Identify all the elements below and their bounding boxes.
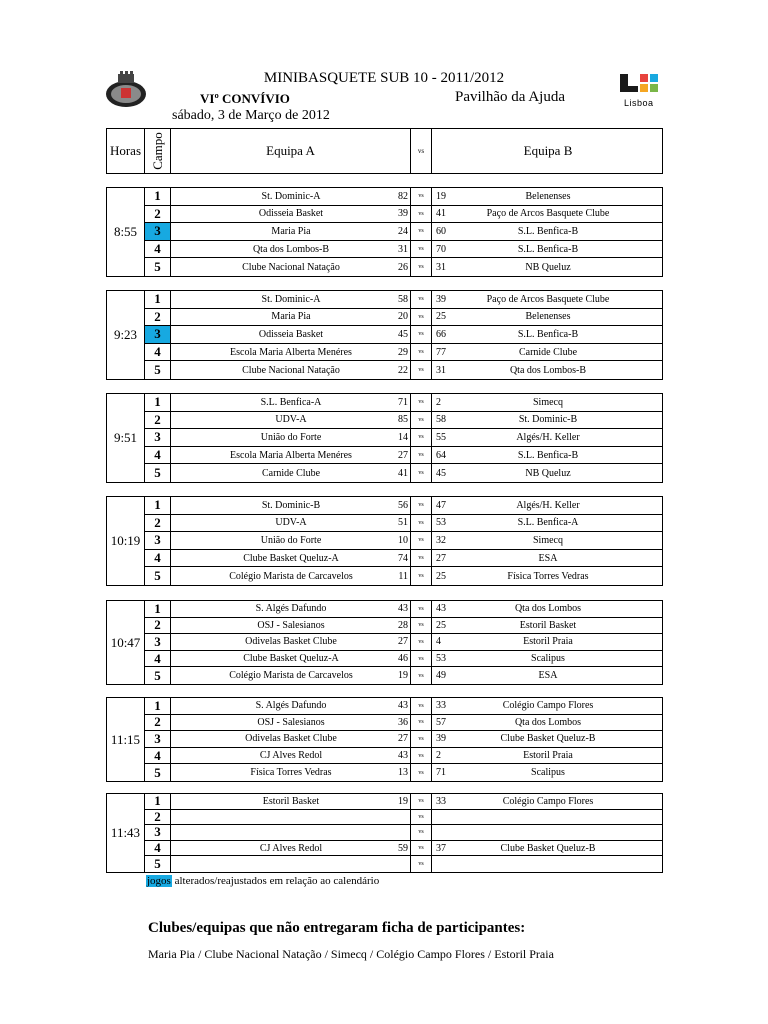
court-number: 5 [145, 361, 171, 379]
score-a: 11 [385, 567, 411, 585]
team-a: Carnide Clube [261, 467, 321, 479]
missing-clubs-list: Maria Pia / Clube Nacional Natação / Simecq / Colégio Campo Flores / Estoril Praia [148, 947, 554, 961]
vs-label: vs [411, 748, 432, 764]
vs-label: vs [411, 206, 432, 223]
team-a: St. Dominic-B [261, 499, 321, 511]
court-number: 3 [145, 326, 171, 343]
score-a [385, 810, 411, 825]
score-a: 14 [385, 429, 411, 446]
game-row [145, 464, 662, 482]
score-a: 85 [385, 412, 411, 429]
court-number: 3 [145, 731, 171, 747]
score-a: 19 [385, 667, 411, 684]
game-row [145, 206, 662, 224]
legend-note [146, 875, 379, 887]
vs-label: vs [411, 634, 432, 650]
score-a: 28 [385, 618, 411, 634]
vs-label: vs [411, 667, 432, 684]
game-row [145, 412, 662, 430]
score-b: 32 [436, 534, 446, 546]
score-a: 27 [385, 634, 411, 650]
game-row [145, 223, 662, 241]
court-number: 5 [145, 764, 171, 781]
team-a: Colégio Marista de Carcavelos [229, 570, 353, 582]
block-time: 9:23 [107, 291, 145, 379]
team-b: NB Queluz [525, 261, 571, 273]
team-a: UDV-A [275, 414, 307, 426]
vs-label: vs [411, 651, 432, 667]
team-a: UDV-A [275, 517, 307, 529]
game-row [145, 634, 662, 651]
court-number: 1 [145, 188, 171, 205]
vs-label: vs [411, 550, 432, 567]
team-b: Algés/H. Keller [516, 431, 580, 443]
block-time: 8:55 [107, 188, 145, 276]
vs-label: vs [411, 601, 432, 617]
score-a: 74 [385, 550, 411, 567]
team-a [171, 825, 411, 840]
vs-label: vs [411, 497, 432, 514]
vs-label: vs [411, 188, 432, 205]
vs-label: vs [411, 698, 432, 714]
score-a: 13 [385, 764, 411, 781]
score-b: 49 [436, 670, 446, 682]
team-b: St. Dominic-B [518, 414, 578, 426]
team-a: Clube Nacional Natação [242, 364, 340, 376]
game-row [145, 794, 662, 810]
page-title: MINIBASQUETE SUB 10 - 2011/2012 [263, 70, 505, 86]
score-a: 82 [385, 188, 411, 205]
score-a: 27 [385, 731, 411, 747]
missing-clubs-title: Clubes/equipas que não entregaram ficha de participantes: [148, 920, 526, 936]
team-b: Qta dos Lombos-B [509, 364, 587, 376]
score-b: 53 [436, 517, 446, 529]
team-b: S.L. Benfica-B [517, 243, 579, 255]
team-a: S.L. Benfica-A [260, 396, 322, 408]
vs-label: vs [411, 515, 432, 532]
vs-label: vs [411, 810, 432, 825]
court-number: 4 [145, 651, 171, 667]
team-a: Odisseia Basket [258, 208, 324, 220]
game-row [145, 601, 662, 618]
score-a: 24 [385, 223, 411, 240]
time-block [106, 793, 663, 873]
team-a: Clube Basket Queluz-A [243, 552, 339, 564]
team-a: Clube Nacional Natação [242, 261, 340, 273]
team-a [171, 856, 411, 872]
event-date: sábado, 3 de Março de 2012 [172, 108, 330, 123]
vs-label: vs [411, 344, 432, 361]
block-time: 9:51 [107, 394, 145, 482]
score-b: 77 [436, 346, 446, 358]
court-number: 1 [145, 291, 171, 308]
team-b: Paço de Arcos Basquete Clube [486, 208, 610, 220]
team-b [432, 825, 664, 840]
score-b: 60 [436, 225, 446, 237]
court-number: 2 [145, 309, 171, 326]
game-row [145, 550, 662, 568]
court-number: 5 [145, 464, 171, 482]
header-horas: Horas [107, 129, 145, 173]
team-a: CJ Alves Redol [259, 750, 323, 762]
schedule-header [106, 128, 663, 174]
game-row [145, 667, 662, 684]
vs-label: vs [411, 394, 432, 411]
team-b: Estoril Basket [519, 619, 577, 631]
vs-label: vs [411, 291, 432, 308]
score-b: 2 [436, 750, 441, 762]
score-b: 25 [436, 311, 446, 323]
game-row [145, 532, 662, 550]
time-block [106, 393, 663, 483]
score-b: 58 [436, 414, 446, 426]
court-number: 2 [145, 715, 171, 731]
court-number: 3 [145, 532, 171, 549]
team-b [432, 856, 664, 872]
team-b: S.L. Benfica-B [517, 225, 579, 237]
vs-label: vs [411, 841, 432, 856]
block-time: 10:19 [107, 497, 145, 585]
event-subtitle: VIº CONVÍVIO [200, 91, 290, 106]
team-b: NB Queluz [525, 467, 571, 479]
court-number: 1 [145, 698, 171, 714]
team-a: OSJ - Salesianos [257, 716, 325, 728]
vs-label: vs [411, 825, 432, 840]
score-b: 25 [436, 570, 446, 582]
vs-label: vs [411, 532, 432, 549]
court-number: 5 [145, 567, 171, 585]
game-row [145, 447, 662, 465]
score-a: 31 [385, 241, 411, 258]
score-a: 43 [385, 748, 411, 764]
vs-label: vs [411, 361, 432, 379]
court-number: 2 [145, 618, 171, 634]
header-vs: vs [411, 129, 432, 173]
team-b: Colégio Campo Flores [502, 795, 594, 807]
team-a: Qta dos Lombos-B [252, 243, 330, 255]
time-block [106, 290, 663, 380]
team-b: Carnide Clube [518, 346, 578, 358]
team-b: ESA [538, 552, 558, 564]
team-b: Scalipus [531, 767, 565, 779]
score-b: 71 [436, 767, 446, 779]
court-number: 4 [145, 550, 171, 567]
game-row [145, 394, 662, 412]
team-b: Belenenses [525, 190, 571, 202]
team-b: Estoril Praia [523, 750, 573, 762]
score-a: 51 [385, 515, 411, 532]
time-block [106, 600, 663, 685]
team-b [432, 810, 664, 825]
team-b: S.L. Benfica-B [517, 328, 579, 340]
court-number: 5 [145, 258, 171, 276]
game-row [145, 515, 662, 533]
court-number: 2 [145, 515, 171, 532]
court-number: 4 [145, 748, 171, 764]
block-time: 11:43 [107, 794, 145, 872]
score-b: 33 [436, 795, 446, 807]
score-a: 26 [385, 258, 411, 276]
team-b: Simecq [533, 396, 563, 408]
score-b: 31 [436, 261, 446, 273]
team-b: Clube Basket Queluz-B [500, 733, 596, 745]
game-row [145, 361, 662, 379]
score-a: 45 [385, 326, 411, 343]
vs-label: vs [411, 223, 432, 240]
team-a: União do Forte [260, 534, 322, 546]
team-a: S. Algés Dafundo [255, 603, 327, 615]
vs-label: vs [411, 715, 432, 731]
team-b: S.L. Benfica-A [517, 517, 579, 529]
team-a: Clube Basket Queluz-A [243, 653, 339, 665]
team-b: Belenenses [525, 311, 571, 323]
score-a: 27 [385, 447, 411, 464]
score-a: 22 [385, 361, 411, 379]
team-a: Maria Pia [271, 311, 311, 323]
score-a: 20 [385, 309, 411, 326]
team-a [171, 810, 411, 825]
team-a: OSJ - Salesianos [257, 619, 325, 631]
score-b: 47 [436, 499, 446, 511]
score-b: 25 [436, 619, 446, 631]
score-a: 59 [385, 841, 411, 856]
vs-label: vs [411, 618, 432, 634]
time-block [106, 496, 663, 586]
block-time: 10:47 [107, 601, 145, 684]
court-number: 4 [145, 447, 171, 464]
time-block [106, 697, 663, 782]
team-a: Odisseia Basket [258, 328, 324, 340]
game-row [145, 764, 662, 781]
score-a: 58 [385, 291, 411, 308]
legend-text: alterados/reajustados em relação ao calendário [171, 875, 380, 887]
game-row [145, 618, 662, 635]
team-a: St. Dominic-A [261, 190, 321, 202]
game-row [145, 291, 662, 309]
team-a: Física Torres Vedras [250, 767, 332, 779]
score-a: 71 [385, 394, 411, 411]
court-number: 1 [145, 394, 171, 411]
team-b: Clube Basket Queluz-B [500, 842, 596, 854]
team-b: ESA [538, 670, 558, 682]
team-a: Escola Maria Alberta Menéres [230, 346, 352, 358]
team-b: Física Torres Vedras [507, 570, 589, 582]
vs-label: vs [411, 464, 432, 482]
score-a: 41 [385, 464, 411, 482]
team-a: Estoril Basket [262, 795, 320, 807]
team-a: Escola Maria Alberta Menéres [230, 449, 352, 461]
vs-label: vs [411, 326, 432, 343]
score-b: 64 [436, 449, 446, 461]
score-b: 39 [436, 733, 446, 745]
vs-label: vs [411, 764, 432, 781]
team-a: S. Algés Dafundo [255, 700, 327, 712]
game-row [145, 188, 662, 206]
game-row [145, 651, 662, 668]
court-number: 5 [145, 856, 171, 872]
score-b: 33 [436, 700, 446, 712]
score-a: 10 [385, 532, 411, 549]
game-row [145, 825, 662, 841]
game-row [145, 567, 662, 585]
game-row [145, 841, 662, 857]
game-row [145, 309, 662, 327]
game-row [145, 497, 662, 515]
team-a: Maria Pia [271, 225, 311, 237]
court-number: 4 [145, 344, 171, 361]
team-b: Simecq [533, 534, 563, 546]
court-number: 1 [145, 497, 171, 514]
score-b: 41 [436, 208, 446, 220]
court-number: 2 [145, 412, 171, 429]
score-b: 19 [436, 190, 446, 202]
game-row [145, 715, 662, 732]
court-number: 2 [145, 810, 171, 825]
score-b: 39 [436, 293, 446, 305]
header-campo: Campo [145, 129, 171, 173]
score-a: 39 [385, 206, 411, 223]
court-number: 3 [145, 825, 171, 840]
logo-text: Lisboa [624, 98, 654, 108]
score-b: 55 [436, 431, 446, 443]
team-a: Colégio Marista de Carcavelos [229, 670, 353, 682]
score-b: 45 [436, 467, 446, 479]
team-b: Estoril Praia [523, 636, 573, 648]
score-a: 43 [385, 698, 411, 714]
team-a: União do Forte [260, 431, 322, 443]
team-a: CJ Alves Redol [259, 842, 323, 854]
game-row [145, 731, 662, 748]
court-number: 3 [145, 223, 171, 240]
court-number: 1 [145, 794, 171, 809]
court-number: 3 [145, 634, 171, 650]
vs-label: vs [411, 429, 432, 446]
game-row [145, 698, 662, 715]
game-row [145, 810, 662, 826]
block-time: 11:15 [107, 698, 145, 781]
score-a: 29 [385, 344, 411, 361]
vs-label: vs [411, 856, 432, 872]
vs-label: vs [411, 309, 432, 326]
score-b: 4 [436, 636, 441, 648]
team-b: Scalipus [531, 653, 565, 665]
score-b: 53 [436, 653, 446, 665]
game-row [145, 344, 662, 362]
court-number: 1 [145, 601, 171, 617]
score-a: 36 [385, 715, 411, 731]
score-a: 19 [385, 794, 411, 809]
vs-label: vs [411, 731, 432, 747]
score-b: 2 [436, 396, 441, 408]
court-number: 3 [145, 429, 171, 446]
team-a: Odivelas Basket Clube [245, 733, 337, 745]
team-b: Qta dos Lombos [514, 603, 582, 615]
team-b: S.L. Benfica-B [517, 449, 579, 461]
time-block [106, 187, 663, 277]
score-b: 57 [436, 716, 446, 728]
vs-label: vs [411, 258, 432, 276]
court-number: 4 [145, 241, 171, 258]
legend-highlight: jogos [147, 875, 171, 887]
score-b: 31 [436, 364, 446, 376]
game-row [145, 748, 662, 765]
header-equipa-b: Equipa B [523, 143, 573, 158]
game-row [145, 326, 662, 344]
team-a: St. Dominic-A [261, 293, 321, 305]
court-number: 2 [145, 206, 171, 223]
team-b: Qta dos Lombos [514, 716, 582, 728]
team-a: Odivelas Basket Clube [245, 636, 337, 648]
game-row [145, 856, 662, 872]
vs-label: vs [411, 567, 432, 585]
court-number: 4 [145, 841, 171, 856]
vs-label: vs [411, 241, 432, 258]
score-b: 27 [436, 552, 446, 564]
venue: Pavilhão da Ajuda [455, 89, 565, 105]
team-b: Paço de Arcos Basquete Clube [486, 293, 610, 305]
vs-label: vs [411, 794, 432, 809]
score-b: 43 [436, 603, 446, 615]
vs-label: vs [411, 412, 432, 429]
score-a [385, 825, 411, 840]
score-b: 37 [436, 842, 446, 854]
team-b: Colégio Campo Flores [502, 700, 594, 712]
game-row [145, 429, 662, 447]
vs-label: vs [411, 447, 432, 464]
score-a: 56 [385, 497, 411, 514]
score-b: 70 [436, 243, 446, 255]
score-a: 46 [385, 651, 411, 667]
score-a [385, 856, 411, 872]
score-a: 43 [385, 601, 411, 617]
score-b: 66 [436, 328, 446, 340]
team-b: Algés/H. Keller [516, 499, 580, 511]
header-equipa-a: Equipa A [171, 129, 411, 173]
game-row [145, 241, 662, 259]
court-number: 5 [145, 667, 171, 684]
game-row [145, 258, 662, 276]
